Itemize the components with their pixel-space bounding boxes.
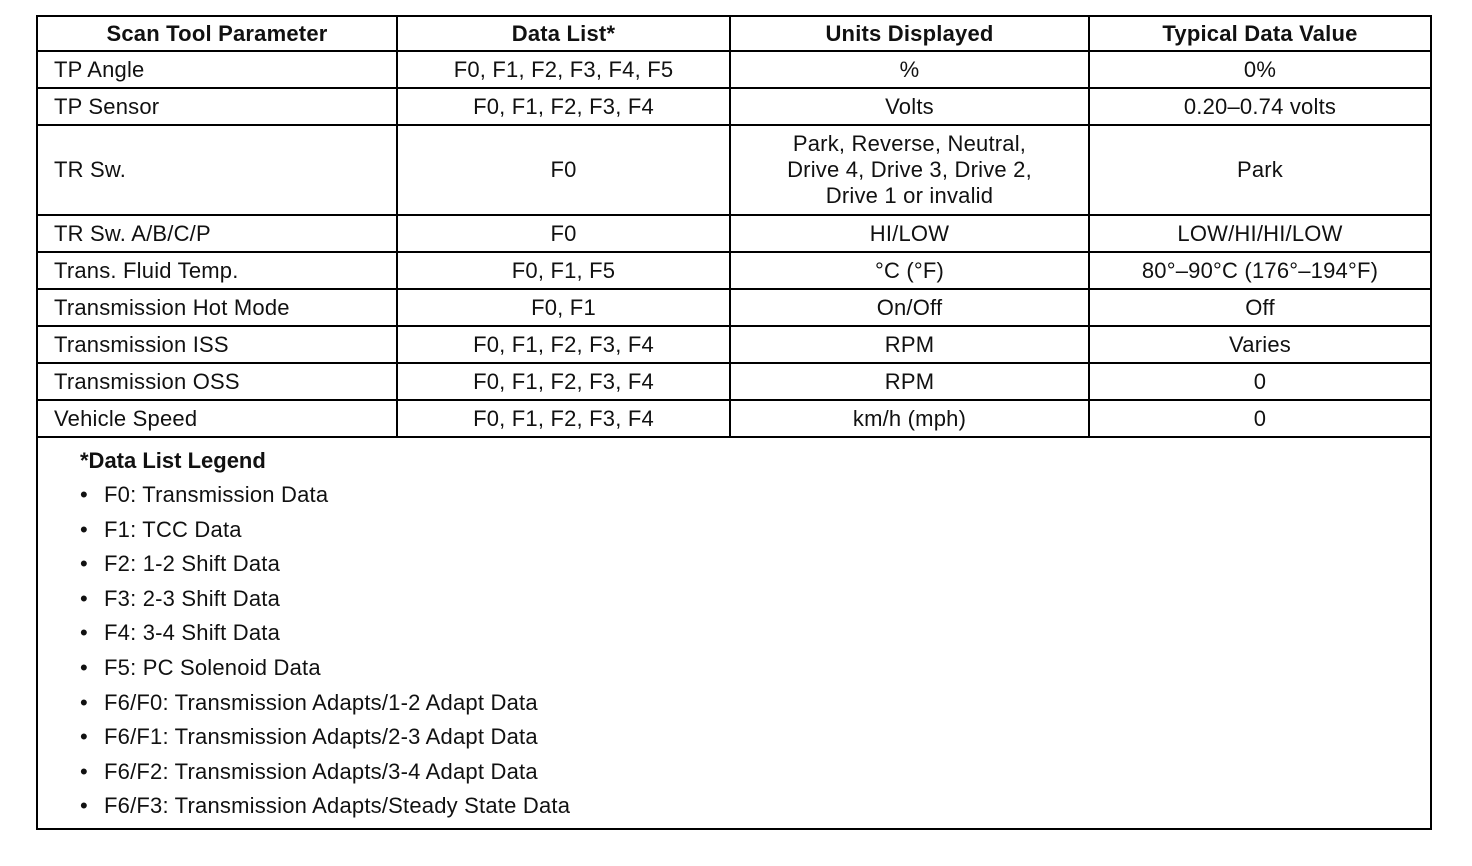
- units-multiline-text: Park, Reverse, Neutral, Drive 4, Drive 3, Drive 2, Drive 1 or invalid: [787, 131, 1032, 208]
- scan-tool-data-table: [38, 17, 1430, 438]
- parameter-cell: TP Sensor: [38, 88, 397, 125]
- data-list-cell: F0, F1, F5: [397, 252, 730, 289]
- units-cell: RPM: [730, 363, 1089, 400]
- legend-item: • F6/F1: Transmission Adapts/2-3 Adapt Data: [80, 720, 1430, 755]
- typical-value-cell: Off: [1089, 289, 1430, 326]
- table-body: [38, 51, 1430, 437]
- units-cell: km/h (mph): [730, 400, 1089, 437]
- table-row: [38, 326, 1430, 363]
- legend-list: [80, 478, 1430, 824]
- parameter-cell: Transmission OSS: [38, 363, 397, 400]
- data-list-cell: F0: [397, 215, 730, 252]
- parameter-cell: Vehicle Speed: [38, 400, 397, 437]
- parameter-cell: TR Sw. A/B/C/P: [38, 215, 397, 252]
- header-data-list: Data List*: [397, 17, 730, 51]
- typical-value-cell: Park: [1089, 125, 1430, 215]
- parameter-cell: Transmission ISS: [38, 326, 397, 363]
- typical-value-cell: 0.20–0.74 volts: [1089, 88, 1430, 125]
- table-row: [38, 363, 1430, 400]
- parameter-cell: Trans. Fluid Temp.: [38, 252, 397, 289]
- table-row: [38, 51, 1430, 88]
- data-list-cell: F0, F1, F2, F3, F4: [397, 363, 730, 400]
- data-list-cell: F0, F1, F2, F3, F4: [397, 326, 730, 363]
- units-cell: °C (°F): [730, 252, 1089, 289]
- parameter-cell: TP Angle: [38, 51, 397, 88]
- parameter-cell: TR Sw.: [38, 125, 397, 215]
- legend-item: • F6/F0: Transmission Adapts/1-2 Adapt Data: [80, 686, 1430, 721]
- legend-item: • F2: 1-2 Shift Data: [80, 547, 1430, 582]
- legend-item: • F5: PC Solenoid Data: [80, 651, 1430, 686]
- header-typical-data-value: Typical Data Value: [1089, 17, 1430, 51]
- data-list-cell: F0: [397, 125, 730, 215]
- units-cell: Volts: [730, 88, 1089, 125]
- legend-item: • F0: Transmission Data: [80, 478, 1430, 513]
- units-cell: [730, 125, 1089, 215]
- table-header: [38, 17, 1430, 51]
- data-list-cell: F0, F1, F2, F3, F4, F5: [397, 51, 730, 88]
- typical-value-cell: Varies: [1089, 326, 1430, 363]
- data-list-cell: F0, F1, F2, F3, F4: [397, 400, 730, 437]
- legend-item: • F1: TCC Data: [80, 513, 1430, 548]
- units-cell: On/Off: [730, 289, 1089, 326]
- units-cell: HI/LOW: [730, 215, 1089, 252]
- typical-value-cell: LOW/HI/HI/LOW: [1089, 215, 1430, 252]
- data-list-legend: [38, 438, 1430, 828]
- legend-item: • F4: 3-4 Shift Data: [80, 616, 1430, 651]
- table-row: [38, 125, 1430, 215]
- legend-item: • F6/F2: Transmission Adapts/3-4 Adapt Data: [80, 755, 1430, 790]
- typical-value-cell: 0: [1089, 363, 1430, 400]
- typical-value-cell: 80°–90°C (176°–194°F): [1089, 252, 1430, 289]
- header-scan-tool-parameter: Scan Tool Parameter: [38, 17, 397, 51]
- typical-value-cell: 0%: [1089, 51, 1430, 88]
- legend-item: • F6/F3: Transmission Adapts/Steady State Data: [80, 789, 1430, 824]
- table-row: [38, 215, 1430, 252]
- legend-item: • F3: 2-3 Shift Data: [80, 582, 1430, 617]
- data-list-cell: F0, F1: [397, 289, 730, 326]
- units-cell: RPM: [730, 326, 1089, 363]
- table-row: [38, 289, 1430, 326]
- header-row: [38, 17, 1430, 51]
- scan-tool-data-document: [36, 15, 1432, 830]
- header-units-displayed: Units Displayed: [730, 17, 1089, 51]
- units-cell: %: [730, 51, 1089, 88]
- typical-value-cell: 0: [1089, 400, 1430, 437]
- data-list-cell: F0, F1, F2, F3, F4: [397, 88, 730, 125]
- table-row: [38, 88, 1430, 125]
- legend-title: *Data List Legend: [80, 448, 266, 473]
- parameter-cell: Transmission Hot Mode: [38, 289, 397, 326]
- table-row: [38, 252, 1430, 289]
- table-row: [38, 400, 1430, 437]
